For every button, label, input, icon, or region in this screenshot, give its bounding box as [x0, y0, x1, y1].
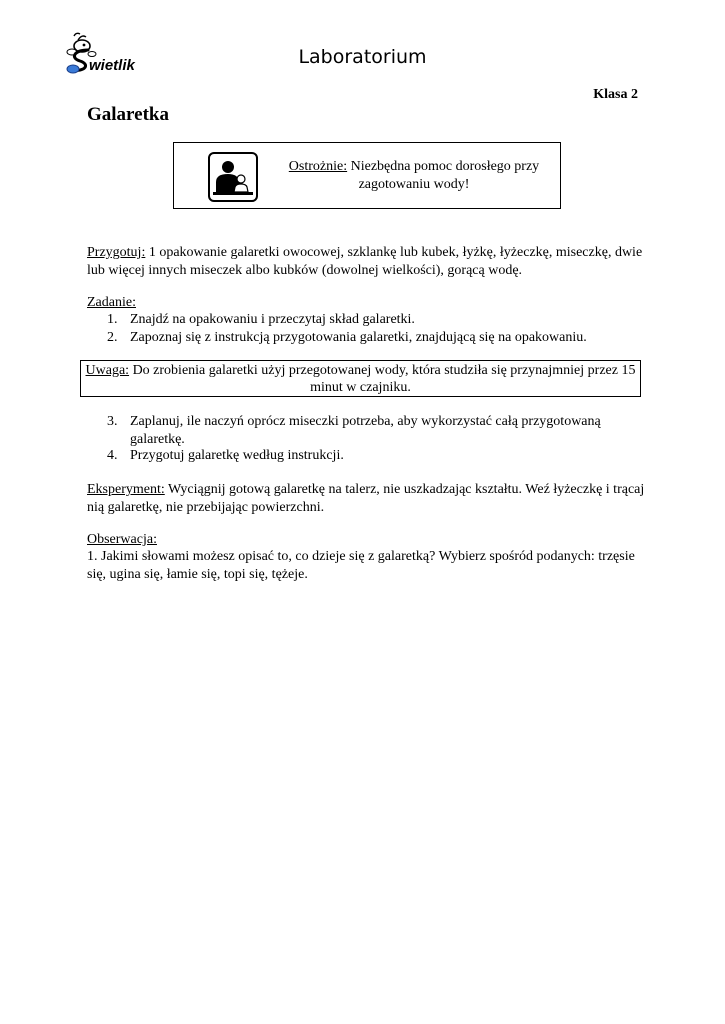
prepare-label: Przygotuj:	[87, 245, 146, 260]
grade-label: Klasa 2	[593, 87, 638, 102]
logo-text: wietlik	[89, 57, 135, 74]
experiment-paragraph	[87, 481, 647, 517]
prepare-text: 1 opakowanie galaretki owocowej, szklankę lub kubek, łyżkę, łyżeczkę, miseczkę, dwie lub więcej innych miseczek albo kubków (dowolnej wielkości), gorącą wodę.	[87, 245, 643, 278]
caution-box	[173, 142, 561, 209]
list-item-text: Zaplanuj, ile naczyń oprócz miseczki potrzeba, aby wykorzystać całą przygotowaną galaretkę.	[130, 414, 601, 447]
list-item-text: Zapoznaj się z instrukcją przygotowania galaretki, znajdującą się na opakowaniu.	[130, 330, 587, 345]
list-item-number: 3.	[107, 414, 118, 429]
adult-helper-icon	[208, 152, 258, 202]
page-header-title: Laboratorium	[298, 46, 427, 68]
caution-text	[274, 158, 554, 194]
caution-label: Ostrożnie:	[288, 159, 348, 174]
experiment-label: Eksperyment:	[87, 482, 165, 497]
note-text: Do zrobienia galaretki użyj przegotowanej wody, która studziła się przynajmniej przez 15 minut w czajniku.	[129, 363, 636, 395]
prepare-paragraph	[87, 244, 647, 280]
list-item-text: Znajdź na opakowaniu i przeczytaj skład galaretki.	[130, 312, 415, 327]
list-item-number: 2.	[107, 330, 118, 345]
note-box	[80, 360, 641, 397]
experiment-text: Wyciągnij gotową galaretkę na talerz, nie uszkadzając kształtu. Weź łyżeczkę i trącaj nią galaretkę, nie przebijając powierzchni.	[87, 482, 645, 515]
task-label-line	[87, 294, 647, 312]
page-title: Galaretka	[87, 104, 169, 125]
note-label: Uwaga:	[85, 363, 130, 378]
task-label: Zadanie:	[87, 295, 136, 310]
observation-question: 1. Jakimi słowami możesz opisać to, co dzieje się z galaretką? Wybierz spośród podanych: trzęsie się, ugina się, łamie się, topi się, tężeje.	[87, 549, 635, 582]
list-item-text: Przygotuj galaretkę według instrukcji.	[130, 448, 344, 463]
caution-message: Niezbędna pomoc dorosłego przy zagotowaniu wody!	[347, 159, 540, 192]
list-item-number: 4.	[107, 448, 118, 463]
observation-label-line	[87, 531, 647, 549]
observation-label: Obserwacja:	[87, 532, 157, 547]
list-item-number: 1.	[107, 312, 118, 327]
